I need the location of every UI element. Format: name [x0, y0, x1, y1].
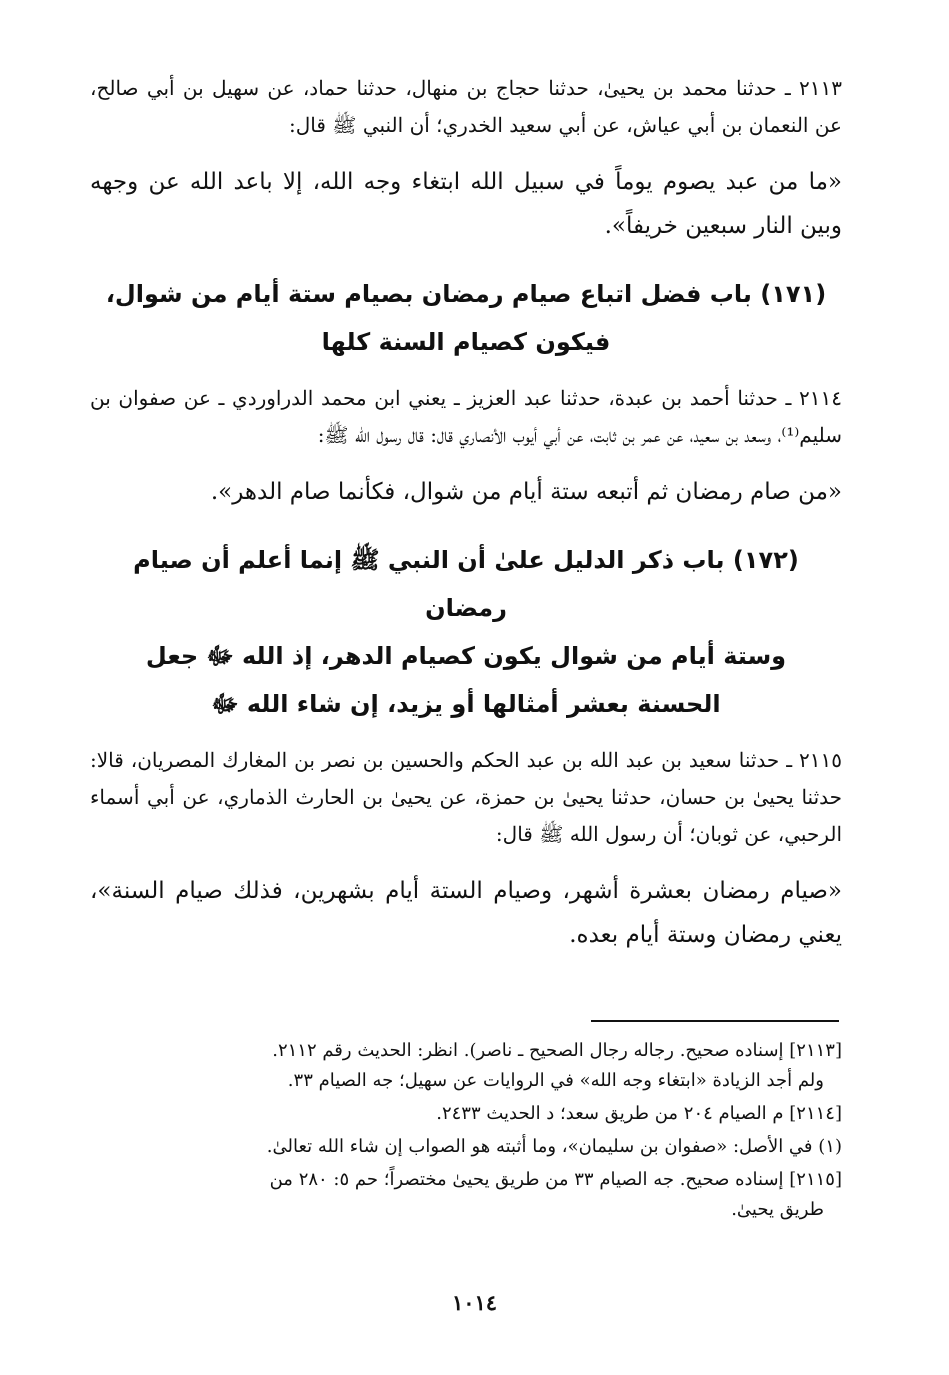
footnote-2115 [90, 1165, 842, 1225]
chapter-172-line-2: وستة أيام من شوال يكون كصيام الدهر، إذ الله ﷻ جعل [145, 642, 787, 670]
footnote-2115-line-1: [٢١١٥] إسناده صحيح. جه الصيام ٣٣ من طريق يحيىٰ مختصراً؛ حم ٥: ٢٨٠ من [269, 1169, 842, 1190]
hadith-2113-isnad: ٢١١٣ ـ حدثنا محمد بن يحيىٰ، حدثنا حجاج بن منهال، حدثنا حماد، عن سهيل بن أبي صالح، عن النعمان بن أبي عياش، عن أبي سعيد الخدري؛ أن النبي ﷺ قال: [90, 76, 842, 137]
chapter-172-line-3: الحسنة بعشر أمثالها أو يزيد، إن شاء الله ﷻ [211, 690, 721, 718]
footnote-2113-line-1: [٢١١٣] إسناده صحيح. رجاله رجال الصحيح ـ ناصر). انظر: الحديث رقم ٢١١٢. [272, 1040, 842, 1061]
page-body [90, 70, 842, 979]
footnote-separator [591, 1020, 839, 1022]
footnote-2113 [90, 1036, 842, 1096]
footnote-2115-line-2: طريق يحيىٰ. [731, 1199, 824, 1220]
hadith-2115-matn: «صيام رمضان بعشرة أشهر، وصيام الستة أيام بشهرين، فذلك صيام السنة»، يعني رمضان وستة أيام بعده. [90, 878, 842, 948]
hadith-2113-matn: «ما من عبد يصوم يوماً في سبيل الله ابتغاء وجه الله، إلا باعد الله عن وجهه وبين النار سبعين خريفاً». [90, 169, 842, 239]
hadith-2114-matn: «من صام رمضان ثم أتبعه ستة أيام من شوال، فكأنما صام الدهر». [210, 479, 842, 505]
chapter-172-line-1: (١٧٢) باب ذكر الدليل علىٰ أن النبي ﷺ إنما أعلم أن صيام رمضان [133, 546, 799, 622]
footnote-2114: [٢١١٤] م الصيام ٢٠٤ من طريق سعد؛ د الحديث ٢٤٣٣. [436, 1103, 842, 1124]
hadith-2115-isnad: ٢١١٥ ـ حدثنا سعيد بن عبد الله بن عبد الحكم والحسين بن نصر بن المغارك المصريان، قالا: حدثنا يحيىٰ بن حسان، حدثنا يحيىٰ بن حمزة، عن يحيىٰ بن الحارث الذماري، عن أبي أسماء الرحبي، عن ثوبان؛ أن رسول الله ﷺ قال: [90, 748, 842, 846]
chapter-172-heading [90, 536, 842, 728]
chapter-171-heading [90, 270, 842, 366]
footnote-2113-line-2: ولم أجد الزيادة «ابتغاء وجه الله» في الروايات عن سهيل؛ جه الصيام ٣٣. [287, 1070, 824, 1091]
hadith-2114-isnad: ٢١١٤ ـ حدثنا أحمد بن عبدة، حدثنا عبد العزيز ـ يعني ابن محمد الدراوردي ـ عن صفوان بن سليم⁽¹⁾، وسعد بن سعيد، عن عمر بن ثابت، عن أبي أيوب الأنصاري قال: قال رسول الله ﷺ: [90, 386, 842, 447]
footnote-1: (١) في الأصل: «صفوان بن سليمان»، وما أثبته هو الصواب إن شاء الله تعالىٰ. [266, 1136, 842, 1157]
page-number: ١٠١٤ [451, 1290, 498, 1315]
footnotes [90, 1036, 842, 1228]
chapter-171-line-2: فيكون كصيام السنة كلها [321, 328, 611, 356]
chapter-171-line-1: (١٧١) باب فضل اتباع صيام رمضان بصيام ستة أيام من شوال، [105, 280, 827, 308]
